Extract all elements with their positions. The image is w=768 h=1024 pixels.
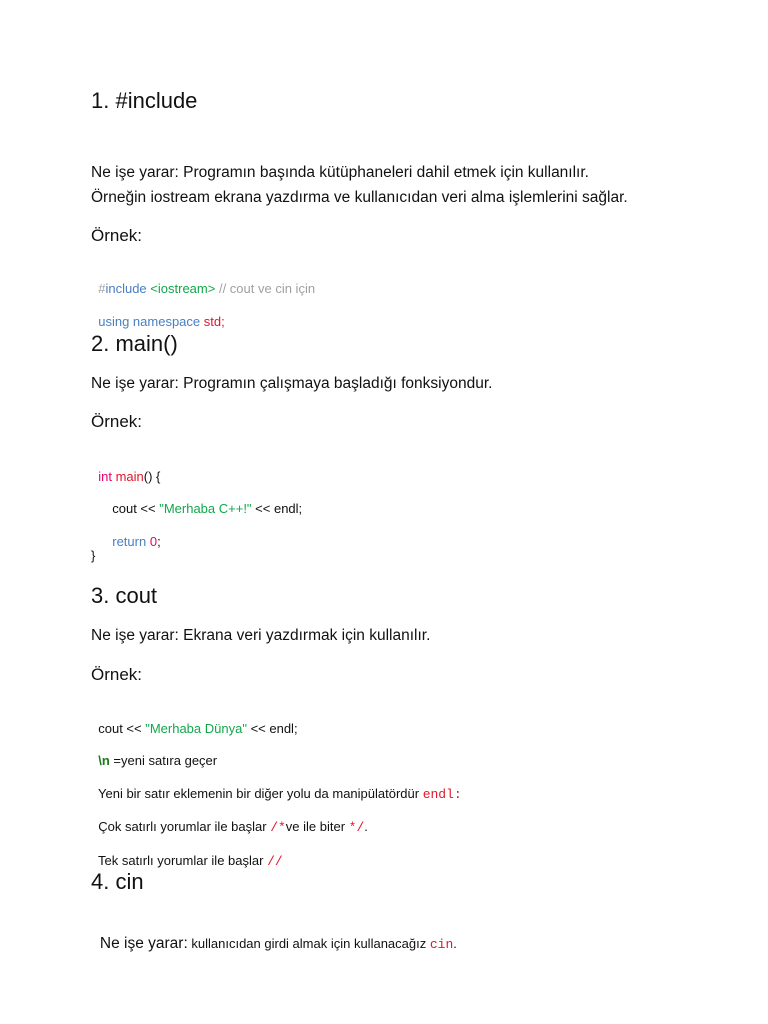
code-semicolon: ; (157, 534, 161, 549)
code-line-cout-hello (105, 482, 302, 518)
cin-desc-code: cin (429, 937, 454, 952)
code-cout-pre: cout << (98, 721, 146, 736)
heading-main: 2. main() (91, 331, 178, 356)
newline-note (91, 734, 217, 770)
code-cout-post: << endl; (246, 721, 298, 736)
heading-include: 1. #include (91, 88, 198, 113)
code-std: std; (203, 314, 225, 329)
cout-description: Ne işe yarar: Ekrana veri yazdırmak için kullanılır. (91, 627, 431, 644)
newline-symbol: \n (98, 753, 110, 768)
code-int-keyword: int (98, 469, 112, 484)
code-line-main-sig (91, 450, 160, 486)
multi-close-code: */ (348, 820, 365, 835)
single-code: // (267, 854, 283, 869)
multi-text2: ve ile biter (285, 819, 349, 834)
main-description: Ne işe yarar: Programın çalışmaya başladığı fonksiyondur. (91, 375, 493, 392)
code-main-rest: () { (143, 469, 161, 484)
code-line-cout-dunya (91, 702, 298, 738)
code-include-keyword: include (105, 281, 147, 296)
heading-cin: 4. cin (91, 869, 144, 894)
newline-text: =yeni satıra geçer (109, 753, 218, 768)
code-line-using (91, 295, 225, 331)
single-text: Tek satırlı yorumlar ile başlar (98, 853, 268, 868)
code-line-include (91, 262, 315, 298)
include-description-line1: Ne işe yarar: Programın başında kütüphaneleri dahil etmek için kullanılır. (91, 164, 589, 181)
code-string-hello: "Merhaba C++!" (159, 501, 252, 516)
code-hash: # (98, 281, 106, 296)
cin-description (91, 914, 457, 955)
code-cout-post: << endl; (251, 501, 303, 516)
cin-desc-label: Ne işe yarar: (99, 935, 188, 952)
endl-text: Yeni bir satır eklemenin bir diğer yolu da manipülatördür (98, 786, 423, 801)
code-using-keyword: using namespace (98, 314, 201, 329)
cout-example-label: Örnek: (91, 665, 143, 684)
multi-text1: Çok satırlı yorumlar ile başlar (98, 819, 271, 834)
code-line-return (105, 515, 161, 551)
code-line-close-brace: } (91, 548, 96, 563)
endl-code: endl: (422, 787, 462, 802)
code-main-fn: main (115, 469, 144, 484)
code-string-dunya: "Merhaba Dünya" (145, 721, 247, 736)
multi-open-code: /* (270, 820, 286, 835)
multi-end: . (364, 819, 368, 834)
code-return-keyword: return (112, 534, 147, 549)
multiline-comment-note (91, 800, 368, 837)
singleline-comment-note (91, 834, 283, 871)
heading-cout: 3. cout (91, 583, 158, 608)
endl-note (91, 767, 462, 804)
include-description-line2: Örneğin iostream ekrana yazdırma ve kullanıcıdan veri alma işlemlerini sağlar. (91, 189, 628, 206)
main-example-label: Örnek: (91, 412, 143, 431)
include-example-label: Örnek: (91, 226, 143, 245)
code-zero: 0 (149, 534, 158, 549)
cin-desc-end: . (453, 936, 457, 951)
code-comment: // cout ve cin için (218, 281, 316, 296)
code-cout-pre: cout << (112, 501, 160, 516)
code-header: <iostream> (150, 281, 216, 296)
cin-desc-text: kullanıcıdan girdi almak için kullanacağız (187, 936, 430, 951)
